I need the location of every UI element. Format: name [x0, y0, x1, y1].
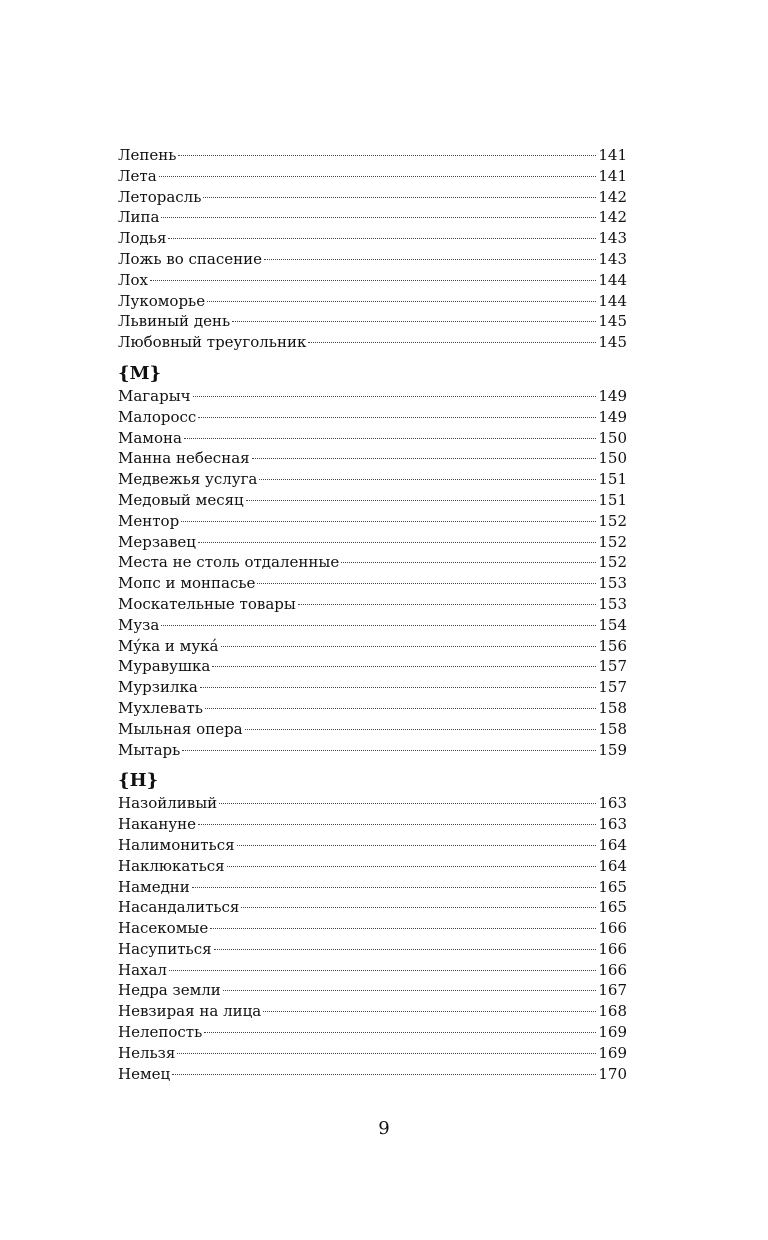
entry-title: Наклюкаться [118, 856, 225, 875]
dot-leader [150, 280, 596, 281]
toc-entry [118, 939, 627, 960]
entry-title: Лукоморье [118, 291, 206, 310]
toc-entry [118, 311, 627, 332]
toc-entry [118, 877, 627, 898]
entry-page-number: 149 [598, 407, 627, 426]
toc-entry [118, 1001, 627, 1022]
entry-title: Нахал [118, 960, 167, 979]
toc-entry [118, 469, 627, 490]
entry-title: Назойливый [118, 794, 218, 813]
dot-leader [198, 542, 596, 543]
entry-page-number: 168 [598, 1002, 627, 1021]
dot-leader [246, 500, 597, 501]
entry-title: Магарыч [118, 386, 191, 405]
toc-entry [118, 448, 627, 469]
entry-page-number: 154 [598, 615, 627, 634]
entry-title: Мамона [118, 428, 182, 447]
dot-leader [161, 217, 596, 218]
toc-entry [118, 552, 627, 573]
toc-entry [118, 332, 627, 353]
dot-leader [184, 438, 596, 439]
entry-title: Мопс и монпасье [118, 574, 256, 593]
entry-title: Муза [118, 615, 160, 634]
entry-title: Медвежья услуга [118, 470, 258, 489]
entry-page-number: 150 [598, 428, 627, 447]
entry-page-number: 158 [598, 719, 627, 738]
toc-entry [118, 594, 627, 615]
entry-page-number: 151 [598, 470, 627, 489]
toc-entry [118, 187, 627, 208]
toc-entry [118, 249, 627, 270]
entry-title: Мурзилка [118, 678, 198, 697]
entry-title: Медовый месяц [118, 490, 244, 509]
toc-entry [118, 814, 627, 835]
dot-leader [204, 1032, 596, 1033]
toc-section-n [118, 769, 627, 1084]
entry-page-number: 144 [598, 270, 627, 289]
entry-title: Львиный день [118, 312, 231, 331]
entry-page-number: 170 [598, 1064, 627, 1083]
dot-leader [221, 646, 597, 647]
entry-page-number: 166 [598, 939, 627, 958]
entry-page-number: 152 [598, 532, 627, 551]
table-of-contents [118, 145, 627, 1084]
entry-page-number: 158 [598, 698, 627, 717]
entry-page-number: 142 [598, 187, 627, 206]
entry-page-number: 156 [598, 636, 627, 655]
dot-leader [308, 342, 596, 343]
toc-entry [118, 291, 627, 312]
toc-entry [118, 918, 627, 939]
entry-page-number: 141 [598, 146, 627, 164]
toc-entry [118, 532, 627, 553]
entry-page-number: 141 [598, 166, 627, 185]
dot-leader [198, 417, 596, 418]
entry-title: Насупиться [118, 939, 212, 958]
entry-title: Мухлевать [118, 698, 203, 717]
entry-title: Мыльная опера [118, 719, 243, 738]
dot-leader [193, 396, 597, 397]
entry-title: Леторасль [118, 187, 202, 206]
dot-leader [205, 708, 596, 709]
dot-leader [161, 625, 596, 626]
toc-entry [118, 490, 627, 511]
entry-title: Нельзя [118, 1043, 176, 1062]
dot-leader [341, 562, 596, 563]
toc-entry [118, 897, 627, 918]
dot-leader [237, 845, 597, 846]
toc-entry [118, 1022, 627, 1043]
entry-page-number: 145 [598, 333, 627, 352]
dot-leader [212, 666, 596, 667]
entry-title: Манна небесная [118, 449, 250, 468]
entry-page-number: 151 [598, 490, 627, 509]
dot-leader [241, 907, 596, 908]
dot-leader [259, 479, 596, 480]
entry-page-number: 143 [598, 249, 627, 268]
entry-title: Лета [118, 166, 157, 185]
entry-title: Мýка и мукá [118, 636, 219, 655]
dot-leader [232, 321, 596, 322]
entry-page-number: 164 [598, 835, 627, 854]
toc-entry [118, 386, 627, 407]
dot-leader [192, 887, 597, 888]
entry-page-number: 165 [598, 877, 627, 896]
dot-leader [298, 604, 597, 605]
toc-entry [118, 511, 627, 532]
entry-page-number: 167 [598, 981, 627, 1000]
dot-leader [257, 583, 596, 584]
entry-title: Насекомые [118, 919, 209, 938]
toc-section-m [118, 362, 627, 760]
toc-entry [118, 677, 627, 698]
toc-entry [118, 270, 627, 291]
toc-entry [118, 960, 627, 981]
toc-section-l [118, 145, 627, 353]
dot-leader [214, 949, 597, 950]
dot-leader [252, 458, 597, 459]
toc-entry [118, 207, 627, 228]
entry-page-number: 143 [598, 229, 627, 248]
entry-page-number: 157 [598, 657, 627, 676]
dot-leader [219, 803, 596, 804]
page-number: 9 [378, 1118, 390, 1139]
toc-entry [118, 145, 627, 166]
entry-page-number: 153 [598, 574, 627, 593]
entry-title: Мытарь [118, 740, 181, 759]
dot-leader [168, 238, 596, 239]
entry-page-number: 153 [598, 594, 627, 613]
dot-leader [198, 824, 596, 825]
dot-leader [245, 729, 597, 730]
entry-page-number: 165 [598, 898, 627, 917]
dot-leader [203, 197, 596, 198]
dot-leader [181, 521, 596, 522]
entry-title: Накануне [118, 815, 197, 834]
entry-title: Налимониться [118, 835, 235, 854]
toc-entry [118, 856, 627, 877]
entry-page-number: 150 [598, 449, 627, 468]
dot-leader [264, 259, 596, 260]
entry-page-number: 144 [598, 291, 627, 310]
entry-title: Места не столь отдаленные [118, 553, 340, 572]
entry-page-number: 169 [598, 1023, 627, 1042]
entry-title: Лох [118, 270, 149, 289]
toc-entry [118, 166, 627, 187]
toc-entry [118, 615, 627, 636]
entry-title: Лепень [118, 146, 177, 164]
entry-title: Лодья [118, 229, 167, 248]
entry-title: Невзирая на лица [118, 1002, 262, 1021]
entry-page-number: 142 [598, 208, 627, 227]
toc-entry [118, 793, 627, 814]
dot-leader [177, 1053, 596, 1054]
entry-page-number: 163 [598, 815, 627, 834]
entry-page-number: 157 [598, 678, 627, 697]
toc-entry [118, 835, 627, 856]
toc-entry [118, 656, 627, 677]
dot-leader [169, 970, 596, 971]
section-heading: {Н} [118, 770, 159, 792]
entry-page-number: 166 [598, 960, 627, 979]
toc-entry [118, 573, 627, 594]
entry-title: Немец [118, 1064, 171, 1083]
toc-entry [118, 980, 627, 1001]
toc-entry [118, 719, 627, 740]
entry-page-number: 145 [598, 312, 627, 331]
toc-entry [118, 636, 627, 657]
dot-leader [178, 155, 596, 156]
section-heading: {М} [118, 362, 162, 384]
entry-page-number: 169 [598, 1043, 627, 1062]
dot-leader [207, 301, 596, 302]
dot-leader [200, 687, 597, 688]
toc-entry [118, 740, 627, 761]
dot-leader [159, 176, 597, 177]
dot-leader [210, 928, 596, 929]
entry-page-number: 152 [598, 553, 627, 572]
entry-title: Ложь во спасение [118, 249, 263, 268]
toc-entry [118, 698, 627, 719]
entry-title: Липа [118, 208, 160, 227]
entry-title: Нелепость [118, 1023, 203, 1042]
toc-entry [118, 1064, 627, 1085]
toc-entry [118, 407, 627, 428]
dot-leader [263, 1011, 596, 1012]
entry-title: Москательные товары [118, 594, 296, 613]
dot-leader [182, 750, 596, 751]
entry-page-number: 149 [598, 386, 627, 405]
entry-page-number: 166 [598, 919, 627, 938]
toc-entry [118, 1043, 627, 1064]
entry-title: Любовный треугольник [118, 333, 307, 352]
entry-title: Недра земли [118, 981, 221, 1000]
entry-title: Муравушка [118, 657, 211, 676]
dot-leader [223, 990, 597, 991]
toc-entry [118, 228, 627, 249]
entry-title: Намедни [118, 877, 190, 896]
entry-page-number: 163 [598, 794, 627, 813]
entry-title: Малоросс [118, 407, 197, 426]
entry-page-number: 152 [598, 511, 627, 530]
entry-page-number: 159 [598, 740, 627, 759]
toc-entry [118, 428, 627, 449]
entry-title: Ментор [118, 511, 180, 530]
dot-leader [172, 1074, 596, 1075]
entry-title: Насандалиться [118, 898, 240, 917]
entry-page-number: 164 [598, 856, 627, 875]
dot-leader [227, 866, 597, 867]
entry-title: Мерзавец [118, 532, 196, 551]
